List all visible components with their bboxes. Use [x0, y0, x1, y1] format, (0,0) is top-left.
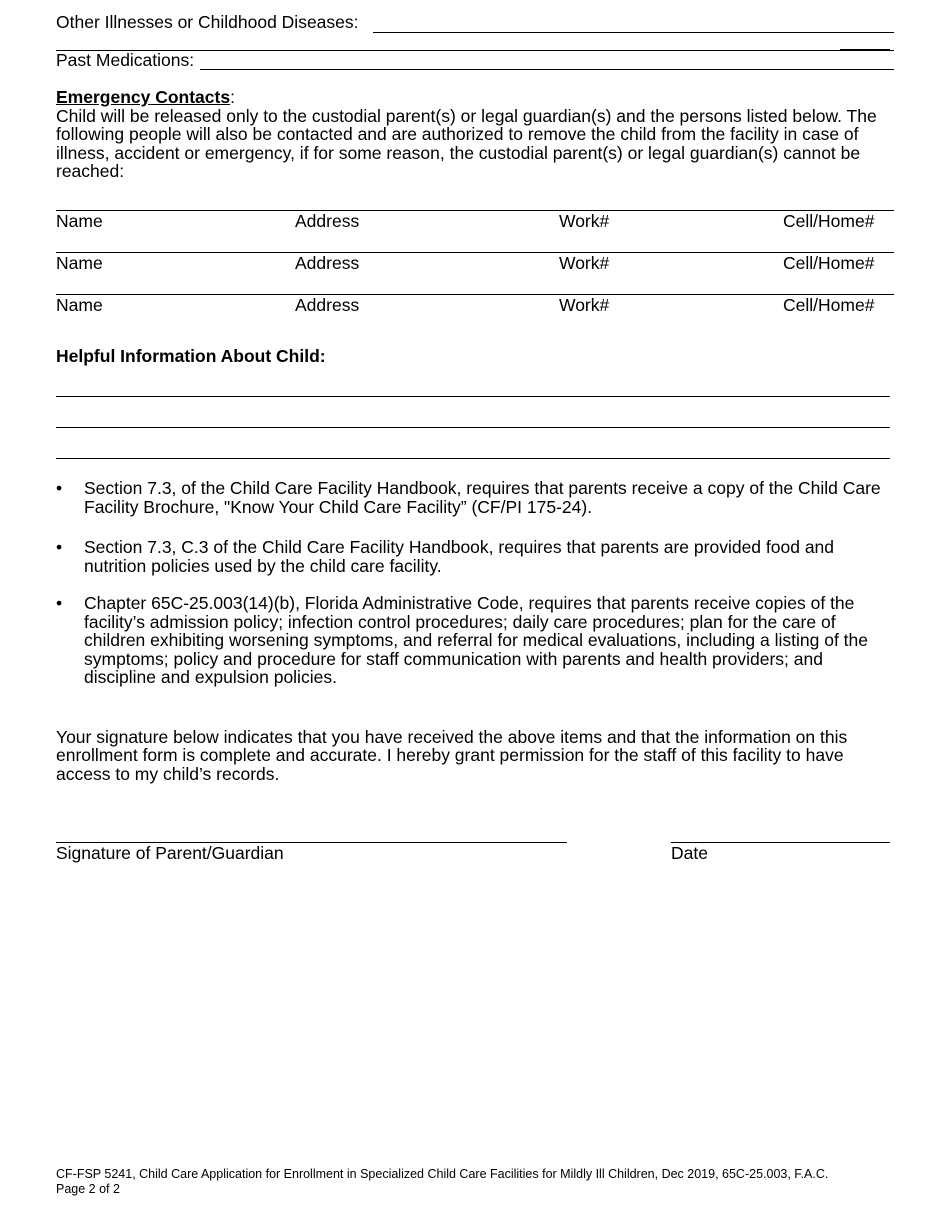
helpful-info-heading: Helpful Information About Child: [56, 346, 326, 366]
past-medications-input-line[interactable] [200, 69, 894, 70]
other-illnesses-input-line[interactable] [373, 32, 894, 33]
signature-label: Signature of Parent/Guardian [56, 843, 284, 863]
helpful-info-line-3[interactable] [56, 458, 890, 459]
contact-work-label: Work# [559, 295, 610, 315]
bullet-text: Section 7.3, C.3 of the Child Care Facility Handbook, requires that parents are provided food and nutrition policies used by the child care facility. [84, 537, 835, 576]
signature-statement: Your signature below indicates that you have received the above items and that the information on this enrollment form is complete and accurate. I hereby grant permission for the staff of this facility to have access to my child’s records. [56, 727, 848, 784]
contact-address-label: Address [295, 211, 360, 231]
bullet-text: Section 7.3, of the Child Care Facility Handbook, requires that parents receive a copy of the Child Care Facility Brochure, "Know Your Child Care Facility” (CF/PI 175-24). [84, 478, 881, 517]
helpful-info-line-1[interactable] [56, 396, 890, 397]
emergency-contacts-heading: Emergency Contacts: [56, 87, 235, 107]
helpful-info-line-2[interactable] [56, 427, 890, 428]
footer-page-number: Page 2 of 2 [56, 1182, 120, 1196]
contact-work-label: Work# [559, 253, 610, 273]
date-label: Date [671, 843, 708, 863]
contact-address-label: Address [295, 253, 360, 273]
contact-row-line[interactable] [56, 210, 894, 211]
contact-name-label: Name [56, 253, 103, 273]
footer-form-id: CF-FSP 5241, Child Care Application for Enrollment in Specialized Child Care Facilities for Mildly Ill Children, Dec 2019, 65C-25.003, F.A.C. [56, 1167, 829, 1181]
contact-row-line[interactable] [56, 252, 894, 253]
contact-row-line[interactable] [56, 294, 894, 295]
contact-cell-label: Cell/Home# [783, 253, 875, 273]
contact-name-label: Name [56, 211, 103, 231]
contact-cell-label: Cell/Home# [783, 295, 875, 315]
emergency-contacts-intro: Child will be released only to the custodial parent(s) or legal guardian(s) and the persons listed below. The following people will also be contacted and are authorized to remove the child from the facility in case of illness, accident or emergency, if for some reason, the custodial parent(s) or legal guardian(s) cannot be reached: [56, 106, 877, 182]
bullet-marker: • [56, 593, 63, 613]
other-illnesses-label: Other Illnesses or Childhood Diseases: [56, 12, 359, 32]
contact-address-label: Address [295, 295, 360, 315]
past-medications-label: Past Medications: [56, 50, 195, 70]
short-rule [840, 49, 890, 50]
bullet-marker: • [56, 478, 63, 498]
contact-work-label: Work# [559, 211, 610, 231]
bullet-text: Chapter 65C-25.003(14)(b), Florida Administrative Code, requires that parents receive copies of the facility’s admission policy; infection control procedures; daily care procedures; plan for the care of children exhibiting worsening symptoms, and referral for medical evaluations, including a listing of the symptoms; policy and procedure for staff communication with parents and health providers; and discipline and expulsion policies. [84, 593, 869, 687]
bullet-marker: • [56, 537, 63, 557]
contact-cell-label: Cell/Home# [783, 211, 875, 231]
contact-name-label: Name [56, 295, 103, 315]
